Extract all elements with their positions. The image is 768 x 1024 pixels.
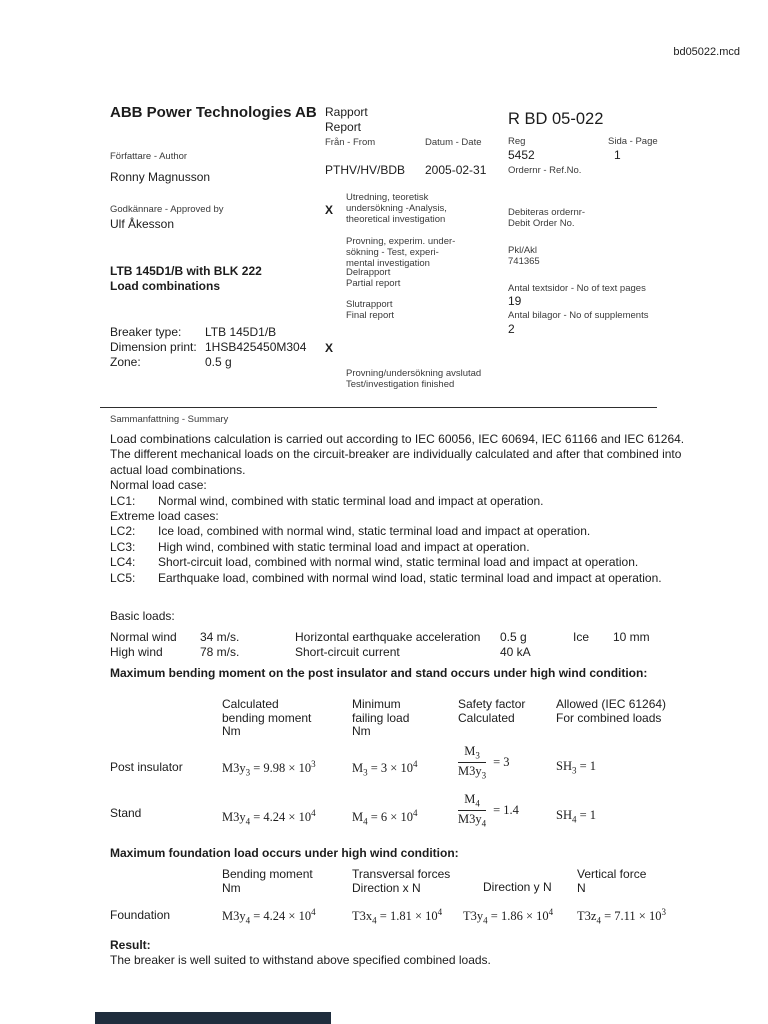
ordernr-label: Ordernr - Ref.No. — [508, 165, 582, 176]
supplements-label: Antal bilagor - No of supplements — [508, 310, 649, 321]
foundation-diry-formula: $T3y_4 = 1.86 \times 10^4$ — [463, 907, 554, 926]
summary-line-lc3: LC3: High wind, combined with static terminal load and impact at operation. — [110, 539, 530, 554]
dimension-print-value: 1HSB425450M304 — [205, 340, 307, 354]
report-number: R BD 05-022 — [508, 110, 604, 128]
basic-load-value: 0.5 g — [500, 630, 527, 644]
page-label: Sida - Page — [608, 136, 658, 147]
result-label: Result: — [110, 938, 151, 952]
test-label-line1: Provning, experim. under- — [346, 236, 456, 247]
zone-label: Zone: — [110, 355, 141, 369]
report-label-en: Report — [325, 120, 362, 134]
summary-line-lc4: LC4: Short-circuit load, combined with normal wind, static terminal load and impact at operation. — [110, 555, 639, 570]
basic-load-name: Short-circuit current — [295, 645, 400, 659]
bending-table-heading: Maximum bending moment on the post insulator and stand occurs under high wind condition: — [110, 666, 648, 680]
author-value: Ronny Magnusson — [110, 170, 211, 184]
date-value: 2005-02-31 — [425, 163, 487, 177]
author-label: Författare - Author — [110, 151, 188, 162]
doc-title-line1: LTB 145D1/B with BLK 222 — [110, 264, 262, 278]
basic-loads-row2 — [110, 645, 710, 661]
reg-value: 5452 — [508, 148, 535, 162]
post-insulator-minimum-formula: $M_3 = 3 \times 10^4$ — [352, 759, 418, 778]
foundation-vertical-formula: $T3z_4 = 7.11 \times 10^3$ — [577, 907, 666, 926]
company-name: ABB Power Technologies AB — [110, 104, 317, 121]
basic-loads-row1 — [110, 630, 710, 646]
theoretical-label-line1: Utredning, teoretisk — [346, 192, 429, 203]
basic-load-value: 34 m/s. — [200, 630, 240, 644]
basic-load-value: 40 kA — [500, 645, 531, 659]
partial-report-label-en: Partial report — [346, 278, 401, 289]
summary-line: The different mechanical loads on the circuit-breaker are individually calculated and after that combined into — [110, 447, 682, 462]
stand-allowed-formula: $SH_4 = 1$ — [556, 808, 597, 825]
basic-load-name: Normal wind — [110, 630, 177, 644]
checkbox-theoretical-mark[interactable]: X — [325, 203, 334, 217]
zone-value: 0.5 g — [205, 355, 232, 369]
basic-load-value: 10 mm — [613, 630, 650, 644]
summary-line: actual load combinations. — [110, 462, 246, 477]
finished-label-line2: Test/investigation finished — [346, 379, 455, 390]
bending-col2-header: Minimum failing load Nm — [352, 697, 410, 738]
test-label-line3: mental investigation — [346, 258, 430, 269]
viewer-bottom-bar[interactable] — [95, 1012, 331, 1024]
row-name-stand: Stand — [110, 806, 142, 820]
reg-label: Reg — [508, 136, 526, 147]
bending-col4-header: Allowed (IEC 61264) For combined loads — [556, 697, 667, 725]
summary-line-lc2: LC2: Ice load, combined with normal wind, static terminal load and impact at operation. — [110, 524, 591, 539]
pkl-label: Pkl/Akl — [508, 245, 538, 256]
test-label-line2: sökning - Test, experi- — [346, 247, 439, 258]
foundation-bending-formula: $M3y_4 = 4.24 \times 10^4$ — [222, 907, 316, 926]
report-label-sv: Rapport — [325, 105, 368, 119]
approved-value: Ulf Åkesson — [110, 217, 175, 231]
row-name-post-insulator: Post insulator — [110, 760, 183, 774]
foundation-dirx-formula: $T3x_4 = 1.81 \times 10^4$ — [352, 907, 443, 926]
date-label: Datum - Date — [425, 137, 482, 148]
textpages-value: 19 — [508, 294, 522, 308]
stand-minimum-formula: $M_4 = 6 \times 10^4$ — [352, 808, 418, 827]
breaker-type-label: Breaker type: — [110, 325, 182, 339]
basic-load-name: Ice — [573, 630, 590, 644]
filename-label: bd05022.mcd — [673, 46, 740, 58]
pkl-value: 741365 — [508, 256, 540, 267]
textpages-label: Antal textsidor - No of text pages — [508, 283, 646, 294]
page-value: 1 — [614, 148, 621, 162]
summary-line: Extreme load cases: — [110, 509, 219, 524]
doc-title-line2: Load combinations — [110, 279, 221, 293]
summary-divider — [100, 407, 657, 408]
breaker-type-value: LTB 145D1/B — [205, 325, 277, 339]
bending-col3-header: Safety factor Calculated — [458, 697, 526, 725]
stand-calculated-formula: $M3y_4 = 4.24 \times 10^4$ — [222, 808, 316, 827]
foundation-bending-header: Bending moment Nm — [222, 867, 313, 895]
summary-line-lc1: LC1: Normal wind, combined with static terminal load and impact at operation. — [110, 493, 544, 508]
basic-loads-title: Basic loads: — [110, 609, 175, 623]
foundation-vertical-header: Vertical force N — [577, 867, 647, 895]
supplements-value: 2 — [508, 322, 515, 336]
basic-load-name: High wind — [110, 645, 163, 659]
summary-label: Sammanfattning - Summary — [110, 414, 229, 425]
checkbox-final-mark[interactable]: X — [325, 341, 334, 355]
dimension-print-label: Dimension print: — [110, 340, 197, 354]
theoretical-label-line2: undersökning -Analysis, — [346, 203, 447, 214]
summary-line: Normal load case: — [110, 478, 207, 493]
final-report-label-sv: Slutrapport — [346, 299, 393, 310]
stand-safety-factor: $\frac{M_4}{M3y_4}$ = 1.4 — [458, 792, 519, 828]
post-insulator-allowed-formula: $SH_3 = 1$ — [556, 759, 597, 776]
result-text: The breaker is well suited to withstand above specified combined loads. — [110, 953, 491, 967]
post-insulator-safety-factor: $\frac{M_3}{M3y_3}$ = 3 — [458, 744, 510, 780]
bending-col1-header: Calculated bending moment Nm — [222, 697, 312, 738]
final-report-label-en: Final report — [346, 310, 395, 321]
basic-load-name: Horizontal earthquake acceleration — [295, 630, 481, 644]
from-label: Från - From — [325, 137, 376, 148]
post-insulator-calculated-formula: $M3y_3 = 9.98 \times 10^3$ — [222, 759, 316, 778]
partial-report-label-sv: Delrapport — [346, 267, 391, 278]
approved-label: Godkännare - Approved by — [110, 204, 224, 215]
row-name-foundation: Foundation — [110, 908, 171, 922]
finished-label-line1: Provning/undersökning avslutad — [346, 368, 482, 379]
debit-label-line1: Debiteras ordernr- — [508, 207, 586, 218]
from-value: PTHV/HV/BDB — [325, 163, 406, 177]
foundation-table-heading: Maximum foundation load occurs under high wind condition: — [110, 846, 459, 860]
safety-fraction: $\frac{M_4}{M3y_4}$ — [458, 792, 487, 828]
summary-paragraph — [110, 432, 710, 586]
basic-load-value: 78 m/s. — [200, 645, 240, 659]
summary-line: Load combinations calculation is carried out according to IEC 60056, IEC 60694, IEC 61166 and IEC 61264. — [110, 432, 685, 446]
theoretical-label-line3: theoretical investigation — [346, 214, 446, 225]
safety-fraction: $\frac{M_3}{M3y_3}$ — [458, 744, 487, 780]
foundation-diry-header: Direction y N — [483, 880, 552, 894]
foundation-transversal-header: Transversal forces Direction x N — [352, 867, 451, 895]
summary-line-lc5: LC5: Earthquake load, combined with normal wind load, static terminal load and impact at operation. — [110, 570, 662, 585]
debit-label-line2: Debit Order No. — [508, 218, 575, 229]
